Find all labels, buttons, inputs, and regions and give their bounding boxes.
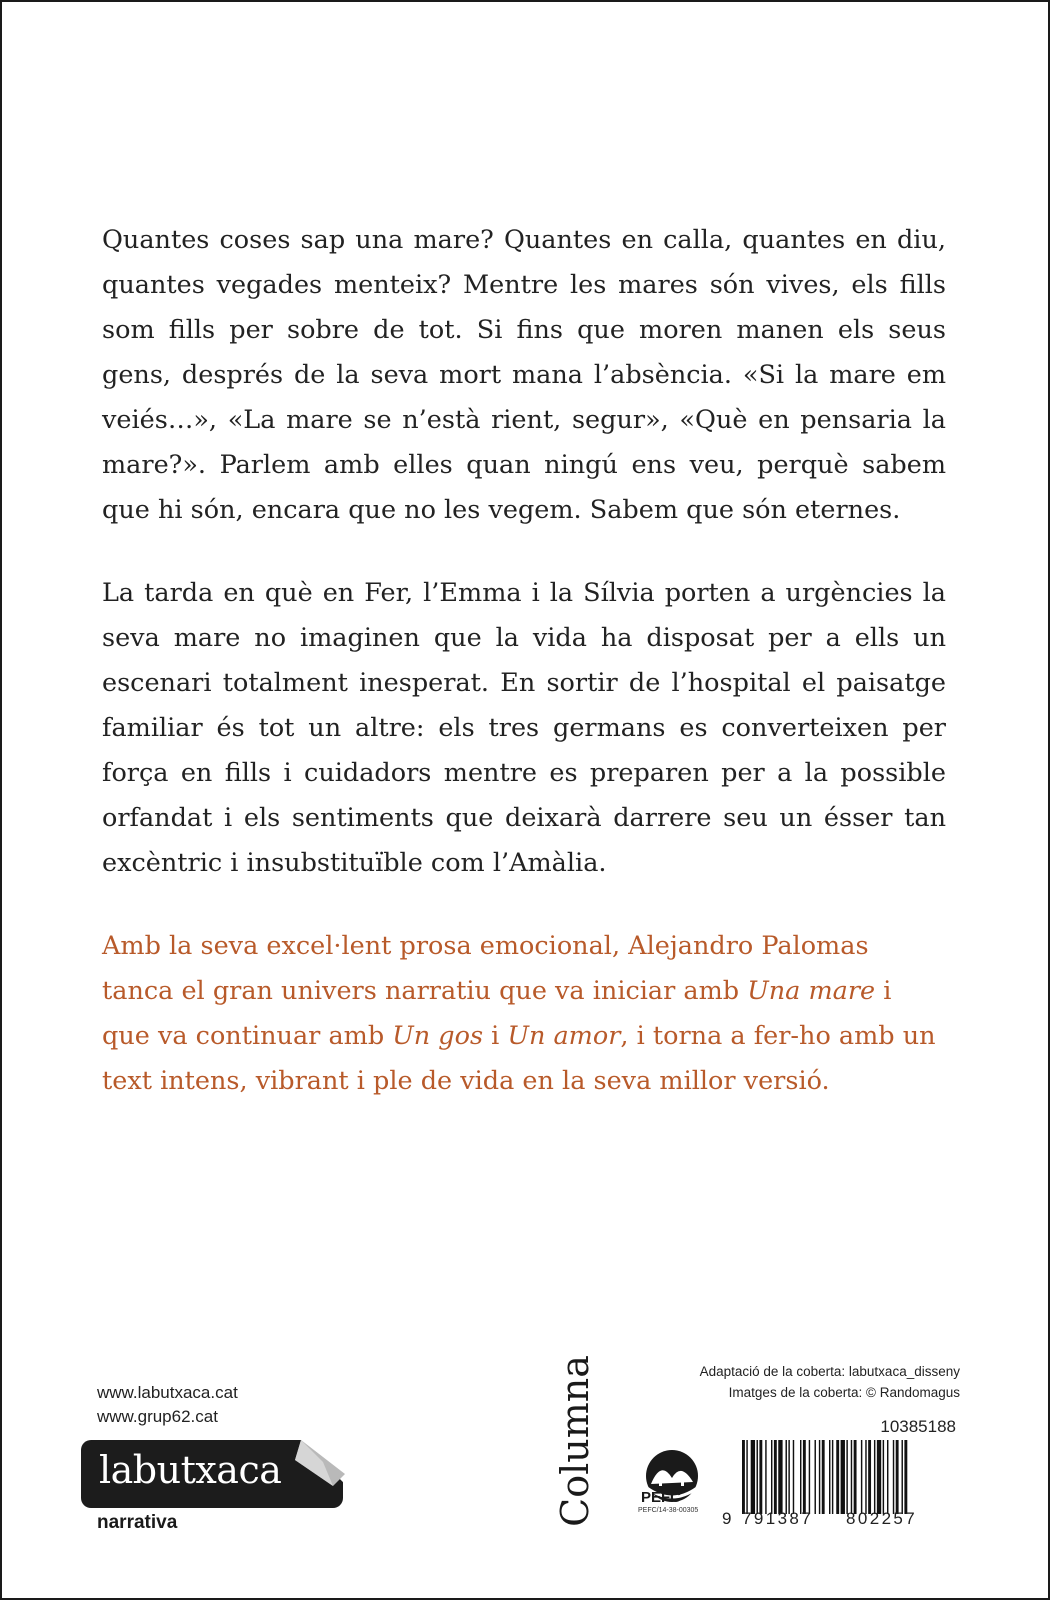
blurb-text: , i torna a fer-ho amb un text intens, vibrant i ple de vida en la seva millor versió. [102, 1021, 936, 1096]
credit-design: Adaptació de la coberta: labutxaca_disseny [699, 1364, 960, 1379]
imprint-logo [548, 1352, 602, 1530]
credit-images: Imatges de la coberta: © Randomagus [728, 1385, 960, 1400]
labutxaca-logo [81, 1440, 343, 1508]
publisher-urls [97, 1381, 238, 1429]
collection-label: narrativa [97, 1512, 178, 1533]
blurb-paragraph-2: La tarda en què en Fer, l’Emma i la Sílvia porten a urgències la seva mare no imaginen que la vida ha disposat per a ells un escenari totalment inesperat. En sortir de l’hospital el paisatge familiar és tot un altre: els tres germans es converteixen per força en fills i cuidadors mentre es preparen per a la possible orfandat i els sentiments que deixarà darrere seu un ésser tan excèntric i insubstituïble com l’Amàlia. [102, 578, 946, 878]
cover-credits [700, 1361, 960, 1403]
pefc-code: PEFC/14-38-00305 [638, 1507, 699, 1514]
url-labutxaca[interactable]: www.labutxaca.cat [97, 1383, 238, 1402]
barcode-digits [722, 1509, 962, 1529]
logo-text: labutxaca [99, 1448, 282, 1492]
blurb-text: i [483, 1021, 508, 1051]
book-title-una-mare: Una mare [747, 976, 876, 1006]
blurb-paragraph-3 [102, 924, 946, 1104]
blurb-paragraph-1: Quantes coses sap una mare? Quantes en calla, quantes en diu, quantes vegades menteix? Mentre les mares són vives, els fills som fills per sobre de tot. Si fins que moren manen els seus gens, després de la seva mort mana l’absència. «Si la mare em veiés…», «La mare se n’està rient, segur», «Què en pensaria la mare?». Parlem amb elles quan ningú ens veu, perquè sabem que hi són, encara que no les vegem. Sabem que són eternes. [102, 225, 946, 525]
barcode-digit-first: 9 [722, 1509, 734, 1528]
book-title-un-amor: Un amor [507, 1021, 621, 1051]
barcode-group-1: 791387 [742, 1509, 814, 1528]
internal-code: 10385188 [880, 1417, 956, 1436]
barcode-group-2: 802257 [846, 1509, 918, 1528]
back-cover-blurb [102, 218, 946, 1142]
url-grup62[interactable]: www.grup62.cat [97, 1407, 218, 1426]
blurb-text: Amb la seva excel·lent prosa emocional, Alejandro Palomas tanca el gran univers narratiu que va iniciar amb [102, 931, 869, 1006]
page-curl-icon [293, 1440, 345, 1486]
blurb-text: i que va continuar amb [102, 976, 892, 1051]
barcode-icon [742, 1440, 960, 1514]
book-title-un-gos: Un gos [392, 1021, 484, 1051]
imprint-name: Columna [553, 1355, 597, 1527]
pefc-label: PEFC [641, 1489, 682, 1506]
